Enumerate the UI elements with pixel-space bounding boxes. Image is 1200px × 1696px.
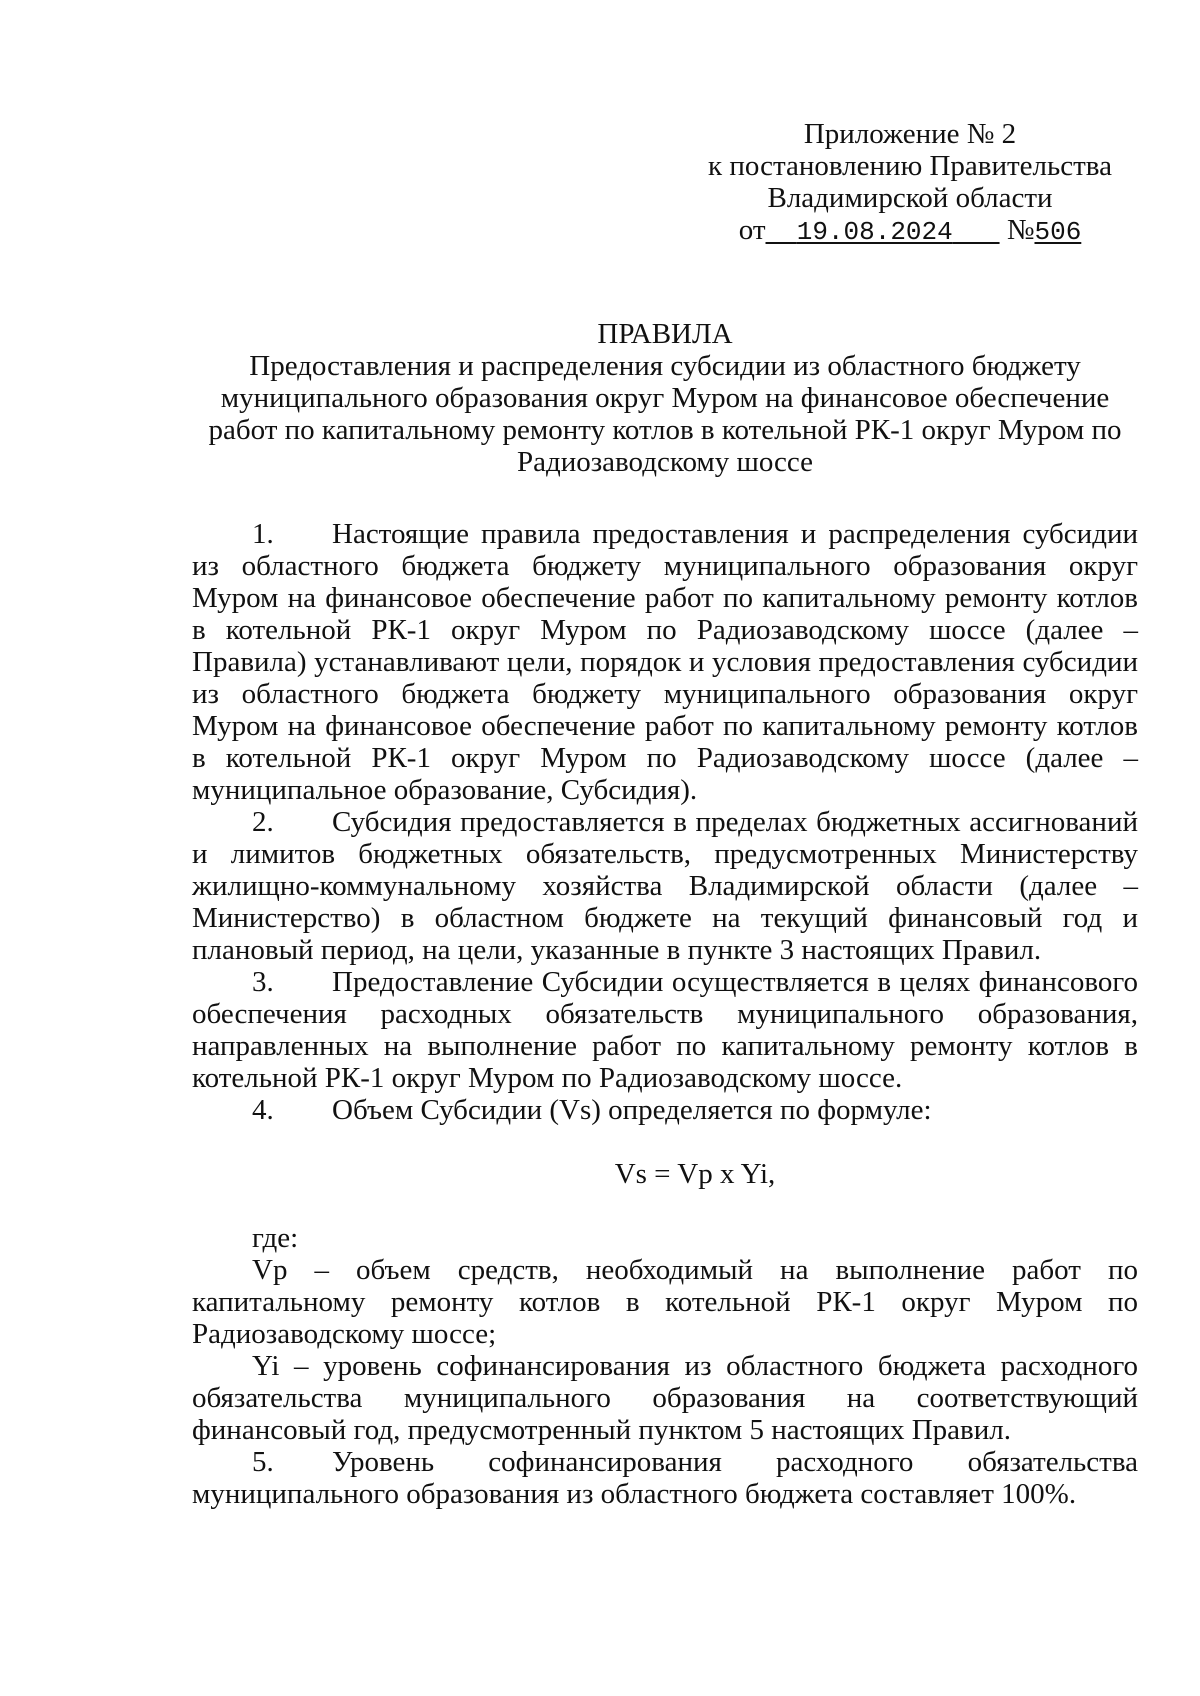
from-label: от <box>738 214 766 246</box>
paragraph-2: 2. Субсидия предоставляется в пределах бюджетных ассигнований и лимитов бюджетных обязательств, предусмотренных Министерству жилищно-коммунальному хозяйства Владимирской области (далее – Министерство) в областном бюджете на текущий финансовый год и плановый период, на цели, указанные в пункте 3 настоящих Правил. <box>192 806 1138 966</box>
paragraph-1: 1. Настоящие правила предоставления и распределения субсидии из областного бюджета бюджету муниципального образования округ Муром на финансовое обеспечение работ по капитальному ремонту котлов в котельной РК-1 округ Муром по Радиозаводскому шоссе (далее – Правила) устанавливают цели, порядок и условия предоставления субсидии из областного бюджета бюджету муниципального образования округ Муром на финансовое обеспечение работ по капитальному ремонту котлов в котельной РК-1 округ Муром по Радиозаводскому шоссе (далее – муниципальное образование, Субсидия). <box>192 518 1138 806</box>
decree-number: 506 <box>1034 217 1082 247</box>
appendix-line-2: к постановлению Правительства <box>708 150 1112 182</box>
document-body <box>192 518 1138 1510</box>
subsidy-formula: Vs = Vp x Yi, <box>614 1158 776 1190</box>
appendix-header <box>700 118 1120 248</box>
paragraph-3: 3. Предоставление Субсидии осуществляется в целях финансового обеспечения расходных обязательств муниципального образования, направленных на выполнение работ по капитальному ремонту котлов в котельной РК-1 округ Муром по Радиозаводскому шоссе. <box>192 966 1138 1094</box>
number-label: № <box>1006 214 1035 246</box>
paragraph-4: 4. Объем Субсидии (Vs) определяется по формуле: <box>252 1094 932 1126</box>
definition-vp: Vp – объем средств, необходимый на выполнение работ по капитальному ремонту котлов в котельной РК-1 округ Муром по Радиозаводскому шоссе; <box>192 1254 1138 1350</box>
title-subtitle: Предоставления и распределения субсидии из областного бюджету муниципального образования округ Муром на финансовое обеспечение работ по капитальному ремонту котлов в котельной РК-1 округ Муром по Радиозаводскому шоссе <box>208 350 1122 478</box>
paragraph-5: 5. Уровень софинансирования расходного обязательства муниципального образования из областного бюджета составляет 100%. <box>192 1446 1138 1510</box>
where-label: где: <box>252 1222 299 1254</box>
title-heading: ПРАВИЛА <box>597 318 733 350</box>
document-title <box>195 318 1135 478</box>
definition-yi: Yi – уровень софинансирования из областного бюджета расходного обязательства муниципального образования на соответствующий финансовый год, предусмотренный пунктом 5 настоящих Правил. <box>192 1350 1138 1446</box>
appendix-line-1: Приложение № 2 <box>803 118 1017 150</box>
appendix-line-3: Владимирской области <box>767 182 1053 214</box>
decree-date: 19.08.2024 <box>796 217 953 247</box>
appendix-date-line <box>700 214 1120 248</box>
